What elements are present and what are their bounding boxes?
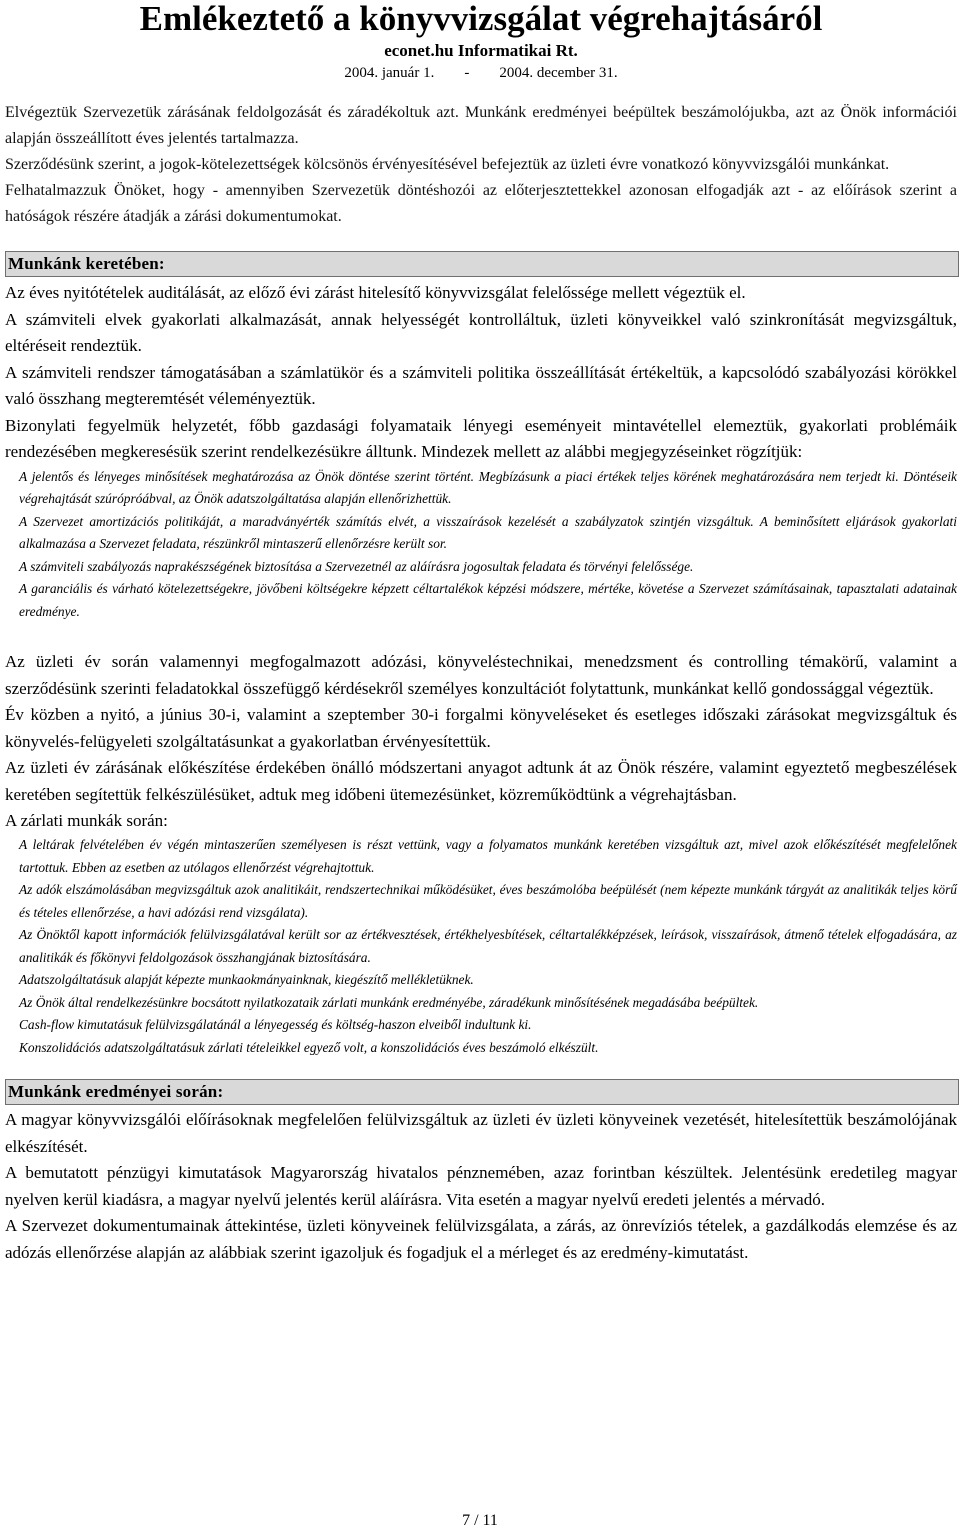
closing-works-heading: A zárlati munkák során: bbox=[5, 811, 168, 830]
note-paragraph: A garanciális és várható kötelezettségekre, jövőbeni költségekre képzett céltartalékok képzési módszere, mértéke, követése a Szervezet számításainak, tapasztalati adatainak eredménye. bbox=[19, 581, 957, 619]
note-paragraph: A számviteli szabályozás naprakészségének biztosítása a Szervezetnél az aláírásra jogosultak feladata és törvényi felelőssége. bbox=[19, 558, 694, 574]
period-end: 2004. december 31. bbox=[499, 65, 618, 81]
note-paragraph: Az Önöktől kapott információk felülvizsgálatával került sor az értékvesztések, értékhelyesbítések, céltartalékképzések, leírások, visszaírások, átmenő tételek elfogadására, az analitikák és főkönyvi feldolgozások összhangjának biztosítására. bbox=[19, 927, 957, 965]
intro-paragraph: Szerződésünk szerint, a jogok-kötelezettségek kölcsönös érvényesítésével befejeztük az üzleti évre vonatkozó könyvvizsgálói munkánkat. bbox=[5, 156, 890, 173]
intro-paragraph: Elvégeztük Szervezetük zárásának feldolgozását és záradékoltuk azt. Munkánk eredményei beépültek beszámolójukba, azt az Önök információi alapján összeállított éves jelentés tartalmazza. bbox=[5, 104, 957, 147]
body-paragraph: Az üzleti év zárásának előkészítése érdekében önálló módszertani anyagot adtunk át az Önök részére, valamint egyeztető megbeszélések keretében segítettük felkészülésüket, adtuk meg időbeni ütemezésünket, közreműködtünk a végrehajtásban. bbox=[5, 758, 957, 804]
body-paragraph: A számviteli rendszer támogatásában a számlatükör és a számviteli politika összeállítását értékeltük, a kapcsolódó szabályozási körökkel való összhang megteremtését véleményeztük. bbox=[5, 362, 957, 408]
note-paragraph: Cash-flow kimutatásuk felülvizsgálatánál a lényegesség és költség-haszon elveiből indultunk ki. bbox=[19, 1017, 532, 1032]
body-paragraph: Év közben a nyitó, a június 30-i, valamint a szeptember 30-i forgalmi könyveléseket és esetleges időszaki zárásokat megvizsgáltuk és könyvelés-felügyeleti szolgáltatásunkat a gyakorlatban érvényesítettük. bbox=[5, 705, 957, 751]
period-start: 2004. január 1. bbox=[344, 65, 435, 81]
note-paragraph: A jelentős és lényeges minősítések meghatározása az Önök döntése szerint történt. Megbízásunk a piaci értékek teljes körének meghatározására nem terjedt ki. Döntéseik végrehajtását szúrópróábval, az Önök adatszolgáltatása alapján ellenőrizhettük. bbox=[19, 468, 957, 506]
body-paragraph: Az éves nyitótételek auditálását, az előző évi zárást hitelesítő könyvvizsgálat felelőssége mellett végeztük el. bbox=[5, 283, 746, 302]
note-paragraph: Az Önök által rendelkezésünkre bocsátott nyilatkozataik zárlati munkánk eredményébe, záradékunk minősítésének megadásába beépültek. bbox=[19, 994, 759, 1010]
period-range bbox=[5, 62, 957, 84]
document-title: Emlékeztető a könyvvizsgálat végrehajtásáról bbox=[139, 0, 823, 38]
section-heading-results: Munkánk eredményei során: bbox=[5, 1079, 959, 1105]
page-number: 7 / 11 bbox=[462, 1512, 498, 1529]
section-heading-framework: Munkánk keretében: bbox=[5, 251, 959, 277]
body-paragraph: A bemutatott pénzügyi kimutatások Magyarország hivatalos pénznemében, azaz forintban készültek. Jelentésünk eredetileg magyar nyelven kerül kiadásra, a magyar nyelvű jelentés kerül aláírásra. Vita esetén a magyar nyelvű eredeti jelentés a mérvadó. bbox=[5, 1163, 957, 1209]
intro-paragraph: Felhatalmazzuk Önöket, hogy - amennyiben Szervezetük döntéshozói az előterjesztettekkel azonosan elfogadják azt - az előírások szerint a hatóságok részére átadják a zárási dokumentumokat. bbox=[5, 182, 957, 225]
note-paragraph: Az adók elszámolásában megvizsgáltuk azok analitikáit, rendszertechnikai működésüket, éves beszámolóba beépülését (nem képezte munkánk tárgyát az analitikák teljes körű és tételes ellenőrzése, a havi adózási rend vizsgálata). bbox=[19, 882, 957, 920]
body-paragraph: Az üzleti év során valamennyi megfogalmazott adózási, könyveléstechnikai, menedzsment és controlling témakörű, valamint a szerződésünk szerinti feladatokkal összefüggő kérdésekről személyes konzultációt folytattunk, munkánkat kellő gondossággal végeztük. bbox=[5, 652, 957, 698]
note-paragraph: A Szervezet amortizációs politikáját, a maradványérték számítás elvét, a visszaírások kezelését a szabályzatok szintjén vizsgáltuk. A beminősített eljárások gyakorlati alkalmazása a Szervezet feladata, részünkről mintaszerű ellenőrzésre került sor. bbox=[19, 513, 957, 551]
note-paragraph: A leltárak felvételében év végén mintaszerűen személyesen is részt vettünk, vagy a folyamatos munkánk keretében vizsgáltuk azt, mivel azok előkészítését megfelelőnek tartottuk. Ebben az esetben az utólagos ellenőrzést végrehajtottuk. bbox=[19, 837, 957, 875]
body-paragraph: A magyar könyvvizsgálói előírásoknak megfelelően felülvizsgáltuk az üzleti év üzleti könyveinek vezetését, hitelesítettük beszámolójának elkészítését. bbox=[5, 1110, 957, 1156]
note-paragraph: Konszolidációs adatszolgáltatásuk zárlati tételeikkel egyező volt, a konszolidációs éves beszámoló elkészült. bbox=[19, 1039, 599, 1055]
body-paragraph: A számviteli elvek gyakorlati alkalmazását, annak helyességét kontrolláltuk, üzleti könyveikkel való szinkronítását megvizsgáltuk, eltéréseit rendeztük. bbox=[5, 309, 957, 355]
body-paragraph: Bizonylati fegyelmük helyzetét, főbb gazdasági folyamataik lényegi eseményeit mintavétellel elemeztük, gyakorlati problémáik rendezésében megkeresésük szerint rendelkezésükre álltunk. Mindezek mellett az alábbi megjegyzéseinket rögzítjük: bbox=[5, 415, 957, 461]
body-paragraph: A Szervezet dokumentumainak áttekintése, üzleti könyveinek felülvizsgálata, a zárás, az önrevíziós tételek, a gazdálkodás elemzése és az adózás ellenőrzése alapján az alábbiak szerint igazoljuk és fogadjuk el a mérleget és az eredmény-kimutatást. bbox=[5, 1216, 957, 1262]
period-separator: - bbox=[464, 65, 470, 81]
document-page bbox=[5, 0, 957, 1266]
company-name: econet.hu Informatikai Rt. bbox=[384, 41, 578, 60]
note-paragraph: Adatszolgáltatásuk alapját képezte munkaokmányainknak, kiegészítő mellékletüknek. bbox=[19, 972, 474, 987]
